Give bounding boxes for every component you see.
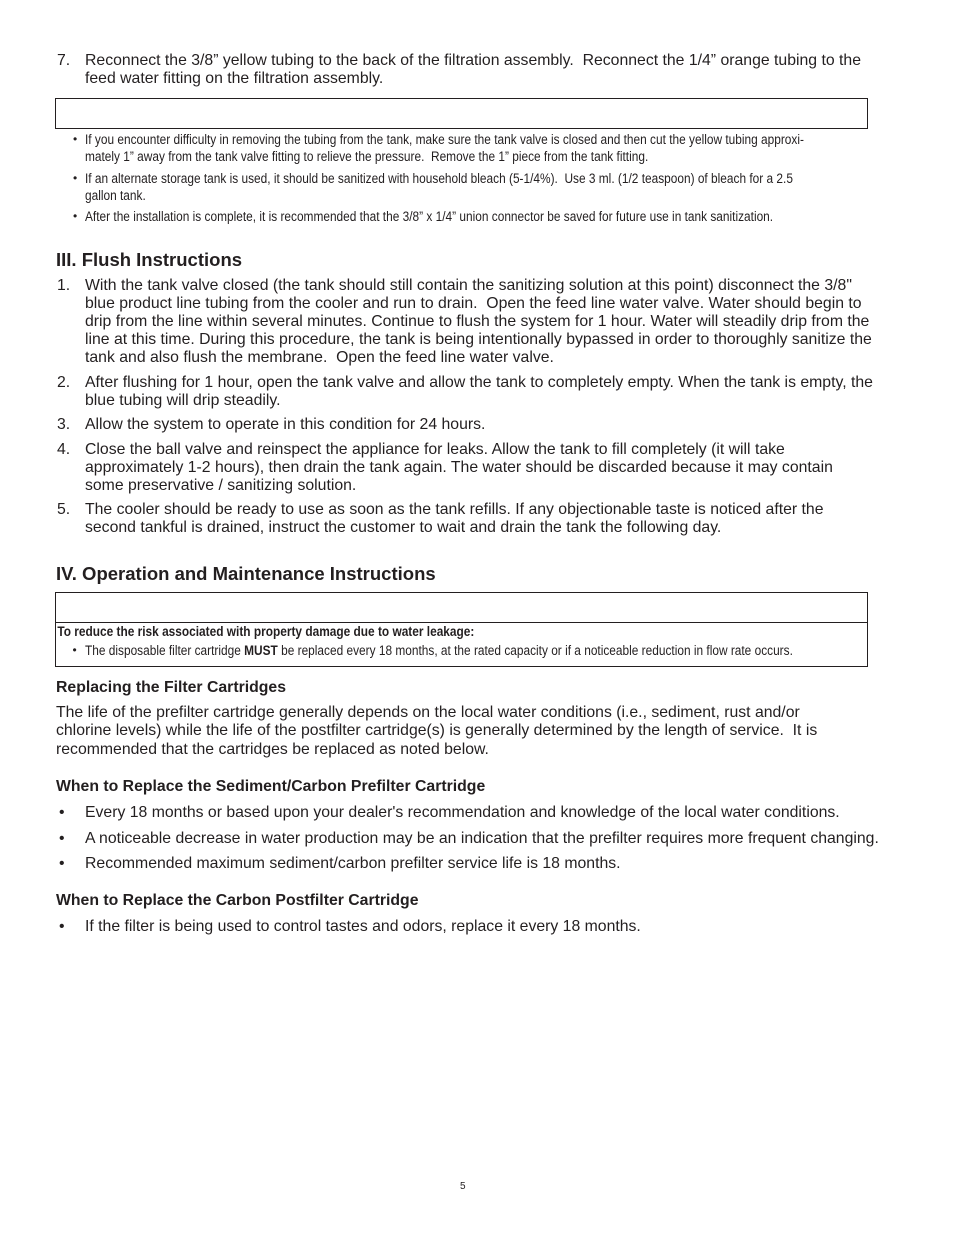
step-line: line at this time. During this procedure, the tank is being intentionally bypassed in order to thoroughly sanitize the [85,331,872,348]
bullet-marker: • [73,208,78,223]
bullet-marker: • [59,804,65,821]
warning-item [73,642,868,659]
warning-emphasis: MUST [243,642,278,658]
flush-step [57,416,917,434]
step-line: Allow the system to operate in this condition for 24 hours. [85,416,486,433]
flush-step [57,277,917,367]
note-line: gallon tank. [85,187,146,203]
subheading-postfilter: When to Replace the Carbon Postfilter Cartridge [56,892,419,909]
warning-line [84,642,793,659]
bullet-marker: • [73,170,78,185]
list-item-text: Every 18 months or based upon your dealer's recommendation and knowledge of the local water conditions. [85,804,840,821]
step-line: approximately 1-2 hours), then drain the tank again. The water should be discarded because it may contain [85,458,833,476]
list-item [59,855,929,873]
page-number: 5 [460,1181,466,1192]
note-line: mately 1” away from the tank valve fitting to relieve the pressure. Remove the 1” piece from the tank fitting. [85,148,649,164]
step-line: The cooler should be ready to use as soon as the tank refills. If any objectionable taste is noticed after the [85,501,824,518]
note-line: If an alternate storage tank is used, it should be sanitized with household bleach (5-1/4%). Use 3 ml. (1/2 teaspoon) of bleach for a 2.5 [85,170,793,186]
subheading-prefilter: When to Replace the Sediment/Carbon Prefilter Cartridge [56,778,486,795]
step-line: blue tubing will drip steadily. [85,391,281,409]
section-heading-flush: III. Flush Instructions [56,249,243,270]
step-line: tank and also flush the membrane. Open the feed line water valve. [85,349,554,366]
warning-text-end: be replaced every 18 months, at the rated capacity or if a noticeable reduction in flow rate occurs. [277,642,793,658]
bullet-marker: • [59,855,65,872]
step-line: Reconnect the 3/8” yellow tubing to the back of the filtration assembly. Reconnect the 1/4” orange tubing to the [85,52,861,69]
list-item-text: A noticeable decrease in water production may be an indication that the prefilter requires more frequent changing. [85,829,879,847]
note-line: If you encounter difficulty in removing the tubing from the tank, make sure the tank valve is closed and then cut the yellow tubing approxi- [85,131,804,147]
subheading-replacing: Replacing the Filter Cartridges [56,679,286,696]
step-number: 1. [57,277,71,294]
note-item [73,131,868,165]
step-line: drip from the line within several minutes. Continue to flush the system for 1 hour. Water will steadily drip from the [85,313,870,330]
paragraph-line: The life of the prefilter cartridge generally depends on the local water conditions (i.e., sediment, rust and/or [56,704,800,721]
note-item [73,208,868,225]
warning-intro: To reduce the risk associated with property damage due to water leakage: [57,623,475,639]
flush-step [57,374,917,410]
section-heading-operation: IV. Operation and Maintenance Instructions [56,563,436,584]
bullet-marker: • [72,642,77,657]
bullet-marker: • [59,918,65,935]
list-item [59,804,929,822]
step-line: second tankful is drained, instruct the customer to wait and drain the tank the following day. [85,519,722,536]
postfilter-list [59,918,929,936]
list-item [59,830,929,848]
bullet-marker: • [73,131,78,146]
warning-text-start: The disposable filter cartridge [84,642,244,658]
paragraph-line: chlorine levels) while the life of the postfilter cartridge(s) is generally determined by the length of service. It is [56,722,818,740]
step-line: feed water fitting on the filtration assembly. [85,70,384,87]
step-7 [57,52,917,88]
list-item-text: Recommended maximum sediment/carbon prefilter service life is 18 months. [85,855,621,872]
note-line: After the installation is complete, it is recommended that the 3/8” x 1/4” union connector be saved for future use in tank sanitization. [85,208,774,224]
step-number: 2. [57,373,71,391]
step-line: With the tank valve closed (the tank should still contain the sanitizing solution at this point) disconnect the 3/8" [85,277,852,294]
replacing-paragraph [56,704,916,759]
step-line: some preservative / sanitizing solution. [85,476,357,494]
notice-header-box [55,98,868,129]
step-line: After flushing for 1 hour, open the tank valve and allow the tank to completely empty. When the tank is empty, the [85,373,873,391]
prefilter-list [59,804,929,873]
paragraph-line: recommended that the cartridges be replaced as noted below. [56,740,489,758]
flush-steps-list [57,277,917,537]
step-text [85,52,917,88]
warning-box [55,592,868,667]
warning-header-box [56,593,867,623]
notes-list [73,131,868,225]
step-number: 4. [57,440,71,458]
flush-step [57,501,917,537]
step-number: 5. [57,501,71,518]
list-item-text: If the filter is being used to control tastes and odors, replace it every 18 months. [85,918,641,935]
step-number: 3. [57,416,71,433]
flush-step [57,441,917,495]
step-line: Close the ball valve and reinspect the appliance for leaks. Allow the tank to fill completely (it will take [85,440,785,458]
list-item [59,918,929,936]
step-number: 7. [57,52,71,69]
bullet-marker: • [59,829,65,847]
note-item [73,170,868,204]
step-line: blue product line tubing from the cooler and run to drain. Open the feed line water valve. Water should begin to [85,295,862,312]
